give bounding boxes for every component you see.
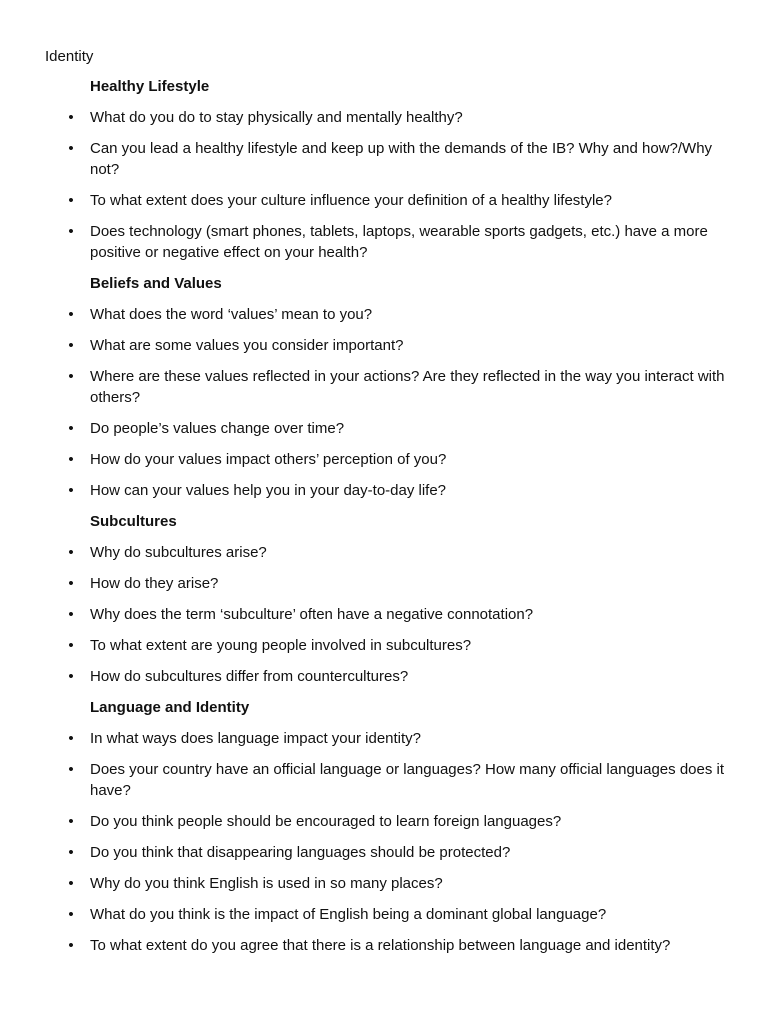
question-text: Do people’s values change over time? (90, 420, 345, 437)
question-item (45, 138, 725, 180)
bullet-icon: • (68, 140, 74, 157)
question-text: Why do subcultures arise? (90, 544, 267, 561)
bullet-icon: • (68, 844, 74, 861)
bullet-icon: • (68, 730, 74, 747)
bullet-icon: • (68, 192, 74, 209)
bullet-icon: • (68, 109, 74, 126)
bullet-icon: • (68, 544, 74, 561)
section (45, 511, 725, 687)
section-heading: Healthy Lifestyle (90, 78, 210, 95)
bullet-icon: • (68, 813, 74, 830)
section-heading: Language and Identity (90, 699, 250, 716)
question-text: To what extent does your culture influence your definition of a healthy lifestyle? (90, 192, 612, 209)
question-text: How do subcultures differ from countercultures? (90, 668, 409, 685)
question-text: Can you lead a healthy lifestyle and keep up with the demands of the IB? Why and how?/Why not? (90, 140, 713, 178)
section (45, 273, 725, 501)
question-text: Does technology (smart phones, tablets, laptops, wearable sports gadgets, etc.) have a more positive or negative effect on your health? (90, 223, 708, 261)
question-text: Do you think people should be encouraged to learn foreign languages? (90, 813, 562, 830)
question-item (45, 873, 725, 894)
question-item (45, 335, 725, 356)
bullet-icon: • (68, 906, 74, 923)
question-text: What are some values you consider important? (90, 337, 404, 354)
question-item (45, 304, 725, 325)
question-list (45, 304, 725, 501)
bullet-icon: • (68, 606, 74, 623)
question-item (45, 221, 725, 263)
question-item (45, 366, 725, 408)
question-item (45, 480, 725, 501)
question-item (45, 666, 725, 687)
question-item (45, 449, 725, 470)
section-heading: Subcultures (90, 513, 177, 530)
bullet-icon: • (68, 337, 74, 354)
bullet-icon: • (68, 575, 74, 592)
question-text: What do you think is the impact of English being a dominant global language? (90, 906, 607, 923)
bullet-icon: • (68, 368, 74, 385)
document-body (45, 76, 725, 966)
question-item (45, 190, 725, 211)
question-item (45, 573, 725, 594)
bullet-icon: • (68, 761, 74, 778)
question-item (45, 604, 725, 625)
question-text: What does the word ‘values’ mean to you? (90, 306, 373, 323)
bullet-icon: • (68, 875, 74, 892)
question-text: To what extent do you agree that there is a relationship between language and identity? (90, 937, 671, 954)
question-text: How can your values help you in your day-to-day life? (90, 482, 447, 499)
bullet-icon: • (68, 482, 74, 499)
question-text: Does your country have an official language or languages? How many official languages does it have? (90, 761, 725, 799)
bullet-icon: • (68, 451, 74, 468)
question-item (45, 904, 725, 925)
document-title: Identity (45, 48, 94, 65)
question-text: Why does the term ‘subculture’ often have a negative connotation? (90, 606, 534, 623)
bullet-icon: • (68, 420, 74, 437)
question-item (45, 728, 725, 749)
question-list (45, 107, 725, 263)
bullet-icon: • (68, 937, 74, 954)
question-item (45, 107, 725, 128)
question-list (45, 728, 725, 956)
question-text: To what extent are young people involved in subcultures? (90, 637, 472, 654)
question-item (45, 935, 725, 956)
question-list (45, 542, 725, 687)
question-item (45, 759, 725, 801)
question-text: What do you do to stay physically and mentally healthy? (90, 109, 463, 126)
bullet-icon: • (68, 223, 74, 240)
question-text: Do you think that disappearing languages should be protected? (90, 844, 511, 861)
bullet-icon: • (68, 637, 74, 654)
question-text: Where are these values reflected in your actions? Are they reflected in the way you interact with others? (90, 368, 725, 406)
question-text: Why do you think English is used in so many places? (90, 875, 443, 892)
section (45, 697, 725, 956)
question-item (45, 842, 725, 863)
question-text: How do they arise? (90, 575, 219, 592)
question-item (45, 418, 725, 439)
question-item (45, 542, 725, 563)
section-heading: Beliefs and Values (90, 275, 222, 292)
section (45, 76, 725, 263)
bullet-icon: • (68, 306, 74, 323)
question-item (45, 635, 725, 656)
question-item (45, 811, 725, 832)
bullet-icon: • (68, 668, 74, 685)
question-text: How do your values impact others’ perception of you? (90, 451, 447, 468)
question-text: In what ways does language impact your identity? (90, 730, 422, 747)
